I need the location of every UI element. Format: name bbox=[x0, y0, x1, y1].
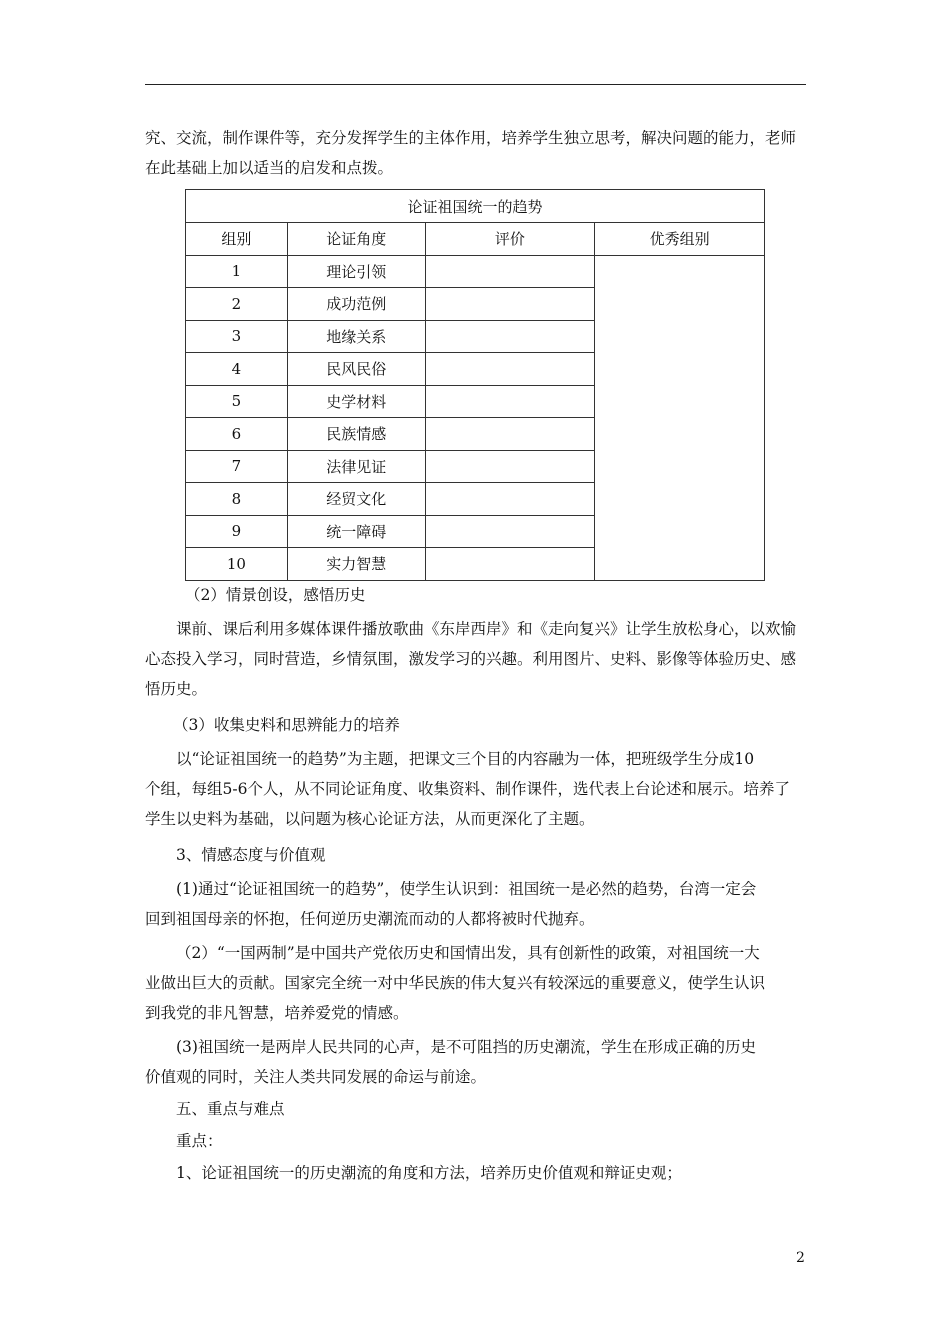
attitude-p2-line-1: （2）“一国两制”是中国共产党依历史和国情出发，具有创新性的政策，对祖国统一大 bbox=[176, 944, 760, 962]
row-evaluation bbox=[425, 288, 595, 321]
row-angle: 地缘关系 bbox=[287, 320, 425, 353]
row-evaluation bbox=[425, 385, 595, 418]
row-group: 9 bbox=[186, 515, 288, 548]
page-number: 2 bbox=[796, 1250, 805, 1266]
row-group: 4 bbox=[186, 353, 288, 386]
section-3-line-2: 个组，每组5-6个人，从不同论证角度、收集资料、制作课件，选代表上台论述和展示。培养了 bbox=[145, 780, 790, 798]
header-rule bbox=[145, 84, 806, 85]
row-evaluation bbox=[425, 483, 595, 516]
intro-line-2: 在此基础上加以适当的启发和点拨。 bbox=[145, 159, 394, 177]
attitude-p3-line-1: (3)祖国统一是两岸人民共同的心声，是不可阻挡的历史潮流，学生在形成正确的历史 bbox=[176, 1038, 756, 1056]
header-angle: 论证角度 bbox=[287, 223, 425, 256]
row-angle: 统一障碍 bbox=[287, 515, 425, 548]
row-group: 10 bbox=[186, 548, 288, 581]
row-evaluation bbox=[425, 418, 595, 451]
row-group: 5 bbox=[186, 385, 288, 418]
row-evaluation bbox=[425, 450, 595, 483]
row-evaluation bbox=[425, 255, 595, 288]
section-2-heading: （2）情景创设，感悟历史 bbox=[185, 586, 366, 604]
key-points-section bbox=[145, 1094, 806, 1188]
attitude-p2-line-3: 到我党的非凡智慧，培养爱党的情感。 bbox=[145, 1004, 409, 1022]
attitude-p3-line-2: 价值观的同时，关注人类共同发展的命运与前途。 bbox=[145, 1068, 487, 1086]
row-evaluation bbox=[425, 353, 595, 386]
section-2-line-2: 心态投入学习，同时营造，乡情氛围，激发学习的兴趣。利用图片、史料、影像等体验历史、感 bbox=[145, 650, 797, 668]
row-angle: 实力智慧 bbox=[287, 548, 425, 581]
best-group-cell bbox=[595, 255, 765, 580]
section-2-line-1: 课前、课后利用多媒体课件播放歌曲《东岸西岸》和《走向复兴》让学生放松身心，以欢愉 bbox=[176, 620, 797, 638]
row-evaluation bbox=[425, 320, 595, 353]
key-item-1: 1、论证祖国统一的历史潮流的角度和方法，培养历史价值观和辩证史观； bbox=[176, 1164, 682, 1182]
row-angle: 民风民俗 bbox=[287, 353, 425, 386]
row-group: 8 bbox=[186, 483, 288, 516]
row-group: 2 bbox=[186, 288, 288, 321]
attitude-p2-line-2: 业做出巨大的贡献。国家完全统一对中华民族的伟大复兴有较深远的重要意义，使学生认识 bbox=[145, 974, 766, 992]
intro-paragraph bbox=[145, 123, 806, 183]
intro-line-1: 究、交流，制作课件等，充分发挥学生的主体作用，培养学生独立思考，解决问题的能力，老师 bbox=[145, 129, 797, 147]
section-3-line-3: 学生以史料为基础，以问题为核心论证方法，从而更深化了主题。 bbox=[145, 810, 595, 828]
row-angle: 成功范例 bbox=[287, 288, 425, 321]
row-angle: 民族情感 bbox=[287, 418, 425, 451]
table-header-row bbox=[186, 223, 765, 256]
row-angle: 史学材料 bbox=[287, 385, 425, 418]
attitude-p1-line-1: (1)通过“论证祖国统一的趋势”，使学生认识到：祖国统一是必然的趋势，台湾一定会 bbox=[176, 880, 757, 898]
header-group: 组别 bbox=[186, 223, 288, 256]
table-title: 论证祖国统一的趋势 bbox=[186, 190, 765, 223]
attitude-heading: 3、情感态度与价值观 bbox=[176, 846, 326, 864]
section-3-heading: （3）收集史料和思辨能力的培养 bbox=[173, 716, 400, 734]
attitude-section bbox=[145, 840, 806, 1092]
section-3 bbox=[145, 710, 806, 834]
section-3-line-1: 以“论证祖国统一的趋势”为主题，把课文三个目的内容融为一体，把班级学生分成10 bbox=[176, 750, 755, 768]
row-angle: 经贸文化 bbox=[287, 483, 425, 516]
table-row bbox=[186, 255, 765, 288]
row-angle: 法律见证 bbox=[287, 450, 425, 483]
row-group: 6 bbox=[186, 418, 288, 451]
header-evaluation: 评价 bbox=[425, 223, 595, 256]
row-evaluation bbox=[425, 548, 595, 581]
key-heading: 五、重点与难点 bbox=[176, 1100, 285, 1118]
row-group: 1 bbox=[186, 255, 288, 288]
header-best-group: 优秀组别 bbox=[595, 223, 765, 256]
section-2 bbox=[145, 580, 806, 704]
unification-table bbox=[185, 189, 765, 581]
row-angle: 理论引领 bbox=[287, 255, 425, 288]
row-evaluation bbox=[425, 515, 595, 548]
key-label: 重点： bbox=[176, 1132, 223, 1150]
attitude-p1-line-2: 回到祖国母亲的怀抱，任何逆历史潮流而动的人都将被时代抛弃。 bbox=[145, 910, 595, 928]
row-group: 3 bbox=[186, 320, 288, 353]
section-2-line-3: 悟历史。 bbox=[145, 680, 208, 698]
row-group: 7 bbox=[186, 450, 288, 483]
